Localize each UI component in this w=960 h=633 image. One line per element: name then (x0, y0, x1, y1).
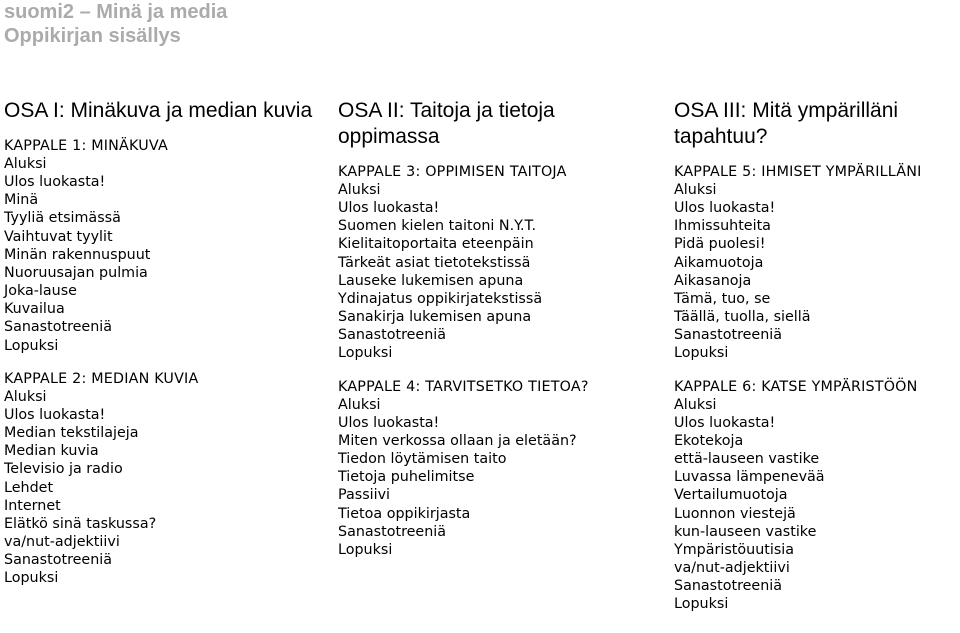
page-title: Oppikirjan sisällys (4, 25, 181, 47)
list-item (338, 450, 658, 468)
chapter-section (674, 163, 960, 363)
toc-link-va-nut-adjektiivi[interactable]: va/nut-adjektiivi (674, 559, 790, 576)
chapter-section (4, 137, 324, 355)
list-item (674, 559, 960, 577)
toc-link-kun-lauseen-vastike[interactable]: kun-lauseen vastike (674, 523, 817, 540)
toc-link-nuoruusajan-pulmia[interactable]: Nuoruusajan pulmia (4, 264, 148, 281)
list-item (338, 217, 658, 235)
toc-link-vaihtuvat-tyylit[interactable]: Vaihtuvat tyylit (4, 228, 113, 245)
list-item (4, 318, 324, 336)
chapter-title: KAPPALE 2: MEDIAN KUVIA (4, 370, 199, 387)
list-item (338, 235, 658, 253)
toc-link-aluksi[interactable]: Aluksi (4, 388, 47, 405)
toc-link-sanastotreenia[interactable]: Sanastotreeniä (4, 552, 113, 569)
chapter-title: KAPPALE 6: KATSE YMPÄRISTÖÖN (674, 378, 918, 395)
toc-link-minan-rakennuspuut[interactable]: Minän rakennuspuut (4, 246, 151, 263)
list-item (4, 173, 324, 191)
list-item (674, 577, 960, 595)
chapter-link-list (338, 396, 658, 559)
part-column-1 (4, 98, 324, 602)
list-item (4, 191, 324, 209)
list-item (338, 254, 658, 272)
list-item (674, 181, 960, 199)
toc-link-tietoja-puhelimitse[interactable]: Tietoja puhelimitse (338, 469, 475, 486)
toc-link-sanastotreenia[interactable]: Sanastotreeniä (674, 578, 783, 595)
toc-link-aluksi[interactable]: Aluksi (4, 156, 47, 172)
list-item (4, 300, 324, 318)
toc-link-aluksi[interactable]: Aluksi (674, 182, 717, 198)
list-item (674, 468, 960, 486)
chapter-link-list (338, 181, 658, 363)
list-item (338, 468, 658, 486)
list-item (338, 396, 658, 414)
toc-link-ymparistouutisia[interactable]: Ympäristöuutisia (674, 541, 795, 558)
toc-link-sanastotreenia[interactable]: Sanastotreeniä (4, 319, 113, 336)
list-item (338, 326, 658, 344)
toc-link-ulos-luokasta[interactable]: Ulos luokasta! (4, 406, 106, 423)
part-title: OSA I: Minäkuva ja median kuvia (4, 99, 313, 122)
list-item (4, 497, 324, 515)
list-item (674, 199, 960, 217)
list-item (338, 541, 658, 559)
list-item (674, 414, 960, 432)
toc-link-joka-lause[interactable]: Joka-lause (4, 283, 77, 300)
list-item (4, 551, 324, 569)
list-item (674, 595, 960, 613)
chapter-section (338, 378, 658, 559)
list-item (674, 272, 960, 290)
toc-link-elatko-sina-taskussa[interactable]: Elätkö sinä taskussa? (4, 515, 157, 532)
toc-link-lopuksi[interactable]: Lopuksi (338, 541, 393, 558)
toc-link-aikamuotoja[interactable]: Aikamuotoja (674, 254, 764, 271)
toc-link-ulos-luokasta[interactable]: Ulos luokasta! (4, 174, 106, 191)
toc-link-lopuksi[interactable]: Lopuksi (4, 570, 59, 587)
toc-link-median-kuvia[interactable]: Median kuvia (4, 443, 99, 460)
list-item (338, 272, 658, 290)
site-header (4, 0, 227, 48)
toc-link-internet[interactable]: Internet (4, 497, 61, 514)
toc-link-taalla-tuolla-siella[interactable]: Täällä, tuolla, siellä (674, 309, 811, 326)
toc-link-aluksi[interactable]: Aluksi (338, 396, 381, 413)
toc-link-kuvailua[interactable]: Kuvailua (4, 301, 65, 318)
toc-link-ulos-luokasta[interactable]: Ulos luokasta! (338, 200, 440, 217)
list-item (674, 541, 960, 559)
toc-link-passiivi[interactable]: Passiivi (338, 487, 391, 504)
toc-link-televisio-ja-radio[interactable]: Televisio ja radio (4, 461, 123, 478)
list-item (4, 442, 324, 460)
toc-link-median-tekstilajeja[interactable]: Median tekstilajeja (4, 425, 139, 442)
toc-link-tiedon-loytamisen-taito[interactable]: Tiedon löytämisen taito (338, 451, 507, 468)
list-item (4, 479, 324, 497)
toc-link-ihmissuhteita[interactable]: Ihmissuhteita (674, 218, 771, 235)
chapter-link-list (674, 181, 960, 363)
list-item (338, 486, 658, 504)
list-item (674, 254, 960, 272)
toc-link-ulos-luokasta[interactable]: Ulos luokasta! (674, 414, 776, 431)
toc-link-pida-puolesi[interactable]: Pidä puolesi! (674, 236, 766, 253)
toc-link-lehdet[interactable]: Lehdet (4, 479, 54, 496)
part-column-3 (674, 98, 960, 628)
course-title: suomi2 – Minä ja media (4, 1, 228, 23)
list-item (4, 209, 324, 227)
toc-link-va-nut-adjektiivi[interactable]: va/nut-adjektiivi (4, 533, 120, 550)
list-item (674, 290, 960, 308)
list-item (4, 228, 324, 246)
toc-link-lopuksi[interactable]: Lopuksi (4, 337, 59, 354)
chapter-section (338, 163, 658, 363)
toc-link-ulos-luokasta[interactable]: Ulos luokasta! (338, 414, 440, 431)
list-item (674, 523, 960, 541)
list-item (674, 396, 960, 414)
chapter-link-list (4, 155, 324, 355)
list-item (674, 486, 960, 504)
list-item (4, 388, 324, 406)
list-item (674, 505, 960, 523)
toc-link-tama-tuo-se[interactable]: Tämä, tuo, se (674, 290, 771, 307)
toc-link-tyylia-etsimassa[interactable]: Tyyliä etsimässä (4, 210, 121, 227)
toc-link-lauseke-lukemisen-apuna[interactable]: Lauseke lukemisen apuna (338, 272, 524, 289)
list-item (674, 326, 960, 344)
chapter-link-list (4, 388, 324, 588)
list-item (4, 264, 324, 282)
toc-link-aluksi[interactable]: Aluksi (338, 182, 381, 198)
list-item (338, 290, 658, 308)
list-item (4, 155, 324, 173)
list-item (338, 414, 658, 432)
list-item (674, 308, 960, 326)
part-title: OSA III: Mitä ympärilläni tapahtuu? (674, 99, 899, 148)
list-item (674, 432, 960, 450)
list-item (338, 181, 658, 199)
chapter-title: KAPPALE 5: IHMISET YMPÄRILLÄNI (674, 164, 922, 180)
toc-link-ulos-luokasta[interactable]: Ulos luokasta! (674, 200, 776, 217)
chapter-title: KAPPALE 1: MINÄKUVA (4, 138, 168, 154)
toc-link-sanastotreenia[interactable]: Sanastotreeniä (338, 523, 447, 540)
toc-link-ydinajatus-oppikirjatekstissa[interactable]: Ydinajatus oppikirjatekstissä (338, 290, 543, 307)
list-item (4, 424, 324, 442)
toc-link-suomen-kielen-taitoni-n-y-t[interactable]: Suomen kielen taitoni N.Y.T. (338, 218, 537, 235)
toc-link-lopuksi[interactable]: Lopuksi (674, 596, 729, 613)
chapter-link-list (674, 396, 960, 614)
list-item (338, 308, 658, 326)
list-item (4, 246, 324, 264)
list-item (674, 235, 960, 253)
list-item (674, 217, 960, 235)
toc-link-sanakirja-lukemisen-apuna[interactable]: Sanakirja lukemisen apuna (338, 309, 532, 326)
list-item (338, 523, 658, 541)
list-item (4, 406, 324, 424)
toc-link-etta-lauseen-vastike[interactable]: että-lauseen vastike (674, 451, 820, 468)
list-item (338, 432, 658, 450)
toc-link-lopuksi[interactable]: Lopuksi (674, 345, 729, 362)
list-item (4, 460, 324, 478)
toc-link-sanastotreenia[interactable]: Sanastotreeniä (338, 327, 447, 344)
toc-link-aluksi[interactable]: Aluksi (674, 396, 717, 413)
part-title: OSA II: Taitoja ja tietoja oppimassa (338, 99, 555, 148)
toc-link-lopuksi[interactable]: Lopuksi (338, 345, 393, 362)
list-item (4, 337, 324, 355)
toc-link-ekotekoja[interactable]: Ekotekoja (674, 432, 744, 449)
list-item (674, 344, 960, 362)
toc-link-mina[interactable]: Minä (4, 192, 39, 209)
list-item (4, 515, 324, 533)
chapter-section (4, 370, 324, 588)
list-item (338, 199, 658, 217)
toc-link-vertailumuotoja[interactable]: Vertailumuotoja (674, 487, 788, 504)
list-item (674, 450, 960, 468)
toc-link-kielitaitoportaita-eteenpain[interactable]: Kielitaitoportaita eteenpäin (338, 236, 534, 253)
toc-link-tietoa-oppikirjasta[interactable]: Tietoa oppikirjasta (338, 505, 471, 522)
toc-link-luvassa-lampenevaa[interactable]: Luvassa lämpenevää (674, 469, 825, 486)
list-item (338, 505, 658, 523)
toc-link-luonnon-viesteja[interactable]: Luonnon viestejä (674, 505, 796, 522)
list-item (4, 282, 324, 300)
toc-link-sanastotreenia[interactable]: Sanastotreeniä (674, 327, 783, 344)
chapter-title: KAPPALE 3: OPPIMISEN TAITOJA (338, 164, 567, 180)
chapter-title: KAPPALE 4: TARVITSETKO TIETOA? (338, 378, 589, 395)
list-item (4, 569, 324, 587)
part-column-2 (338, 98, 658, 574)
list-item (4, 533, 324, 551)
toc-link-miten-verkossa-ollaan-ja-eletaan[interactable]: Miten verkossa ollaan ja eletään? (338, 432, 577, 449)
toc-link-aikasanoja[interactable]: Aikasanoja (674, 272, 752, 289)
toc-link-tarkeat-asiat-tietotekstissa[interactable]: Tärkeät asiat tietotekstissä (338, 254, 531, 271)
list-item (338, 344, 658, 362)
chapter-section (674, 378, 960, 614)
